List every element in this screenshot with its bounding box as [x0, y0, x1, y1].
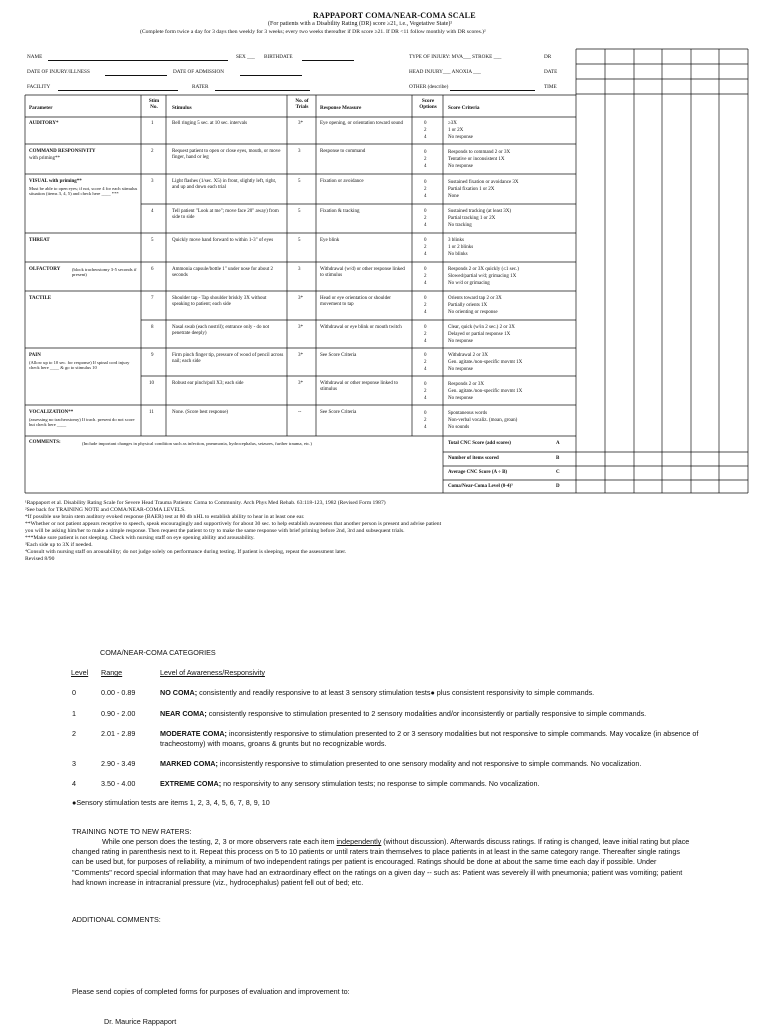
score-criterion: Orients toward tap 2 or 3X — [448, 296, 502, 301]
score-criterion: Responds 2 or 3X — [448, 382, 484, 387]
param-note: with priming** — [29, 156, 60, 161]
stimulus: Robust ear pinch/pull X3; each side — [172, 381, 244, 386]
score-option: 4 — [424, 396, 427, 401]
score-criterion: Slowed/partial w/d; grimacing 1X — [448, 274, 517, 279]
stim-no: 1 — [151, 121, 154, 126]
response-measure: See Score Criteria — [320, 353, 357, 358]
score-criterion: Clear, quick (w/in 2 sec.) 2 or 3X — [448, 325, 515, 330]
param-note: (block tracheostomy 3-5 seconds if present) — [72, 267, 137, 278]
response-measure: Head or eye orientation or shoulder movement to tap — [320, 296, 391, 307]
score-criterion: 1 or 2 blinks — [448, 245, 474, 250]
categories-heading: COMA/NEAR-COMA CATEGORIES — [100, 648, 216, 657]
score-criterion: None — [448, 194, 459, 199]
score-criterion: Spontaneous words — [448, 411, 488, 416]
score-option: 0 — [424, 209, 427, 214]
footnote: **Whether or not patient appears receptive to speech, speak encouragingly and supportively for about 30 sec. to help establish awareness that another person is present and advise patient — [25, 521, 442, 527]
total-key: B — [556, 456, 560, 461]
score-option: 4 — [424, 281, 427, 286]
score-criterion: Sustained tracking (at least 3X) — [448, 209, 512, 214]
score-criterion: Delayed or partial response 1X — [448, 332, 511, 337]
category-desc: consistently and readily responsive to at least 3 sensory stimulation tests● plus consistent responsivity to simple commands. — [199, 688, 595, 697]
training-body-pre: While one person does the testing, 2, 3 or more observers rate each item — [102, 837, 337, 846]
score-criterion: No tracking — [448, 223, 472, 228]
category-level: 1 — [72, 709, 76, 718]
stim-no: 5 — [151, 238, 154, 243]
score-option: 2 — [424, 216, 427, 221]
stimulus: Request patient to open or close eyes, mouth, or move finger, hand or leg — [172, 149, 281, 160]
score-option: 2 — [424, 187, 427, 192]
total-label: Average CNC Score (A ÷ B) — [448, 470, 508, 475]
score-criterion: No orienting or response — [448, 310, 498, 315]
trials: 3* — [298, 121, 303, 126]
col-level: Level — [71, 668, 89, 677]
footnote: Revised 8/90 — [25, 556, 55, 562]
send-copies-text: Please send copies of completed forms for purposes of evaluation and improvement to: — [72, 987, 350, 996]
score-criterion: Responds to command 2 or 3X — [448, 150, 511, 155]
sensory-note: ●Sensory stimulation tests are items 1, 2, 3, 4, 5, 6, 7, 8, 9, 10 — [72, 798, 270, 807]
col-header-parameter: Parameter — [29, 105, 53, 111]
stim-no: 2 — [151, 149, 154, 154]
score-criterion: Withdrawal 2 or 3X — [448, 353, 488, 358]
category-description — [160, 709, 740, 718]
col-header-stim-no: Stim No. — [148, 98, 160, 110]
time-label: TIME — [544, 84, 557, 90]
trials: 5 — [298, 238, 301, 243]
total-label: Coma/Near-Coma Level (0-4)³ — [448, 484, 513, 489]
score-option: 4 — [424, 135, 427, 140]
response-measure: Fixation & tracking — [320, 209, 360, 214]
score-criterion: No response — [448, 135, 473, 140]
score-option: 0 — [424, 238, 427, 243]
birthdate-label: BIRTHDATE — [264, 54, 293, 60]
training-body-emphasis: independently — [336, 837, 382, 846]
total-label: Number of items scored — [448, 456, 499, 461]
category-desc: no responsivity to any sensory stimulation tests; no response to simple commands. No vocalization. — [223, 779, 540, 788]
score-option: 2 — [424, 274, 427, 279]
stim-no: 9 — [151, 353, 154, 358]
score-criterion: Partial tracking 1 or 2X — [448, 216, 496, 221]
form-subtitle-2: (Complete form twice a day for 3 days then weekly for 3 weeks; every two weeks thereafter if DR score ≥21. If DR <11 follow monthly with DR scores.)² — [140, 29, 486, 35]
col-header-score-criteria: Score Criteria — [448, 105, 480, 111]
score-criterion: No response — [448, 367, 473, 372]
footnote: ³Each side up to 3X if needed. — [25, 542, 93, 548]
comments-label: COMMENTS: — [29, 440, 61, 445]
date-label: DATE — [544, 69, 558, 75]
score-option: 2 — [424, 332, 427, 337]
col-header-response: Response Measure — [320, 105, 362, 111]
trials: 3* — [298, 381, 303, 386]
category-name: NO COMA; — [160, 688, 198, 697]
score-criterion: ≥3X — [448, 121, 457, 126]
trials: 3* — [298, 325, 303, 330]
score-option: 0 — [424, 325, 427, 330]
category-description — [160, 779, 720, 788]
col-awareness: Level of Awareness/Responsivity — [160, 668, 265, 677]
score-criterion: Responds 2 or 3X quickly (≤1 sec.) — [448, 267, 519, 272]
rater-label: RATER — [192, 84, 209, 90]
footnote: ¹Rappaport et al. Disability Rating Scale for Severe Head Trauma Patients: Coma to Community. Arch Phys Med Rehab. 63:118-123, 1982 (Revised Form 1987) — [25, 500, 386, 506]
score-option: 4 — [424, 223, 427, 228]
score-option: 0 — [424, 267, 427, 272]
stim-no: 10 — [149, 381, 154, 386]
col-header-stimulus: Stimulus — [172, 105, 192, 111]
trials: 5 — [298, 179, 301, 184]
param-auditory: AUDITORY* — [29, 121, 59, 126]
response-measure: Response to command — [320, 149, 366, 154]
response-measure: Withdrawal (w/d) or other response linked to stimulus — [320, 267, 405, 278]
name-label: NAME — [27, 54, 43, 60]
param-command-responsivity: COMMAND RESPONSIVITY — [29, 149, 96, 154]
date-of-admission-label: DATE OF ADMISSION — [173, 69, 225, 75]
score-criterion: 3 blinks — [448, 238, 464, 243]
response-measure: Eye blink — [320, 238, 340, 243]
category-range: 0.00 - 0.89 — [101, 688, 136, 697]
score-option: 2 — [424, 389, 427, 394]
param-pain: PAIN — [29, 353, 41, 358]
response-measure: Fixation or avoidance — [320, 179, 364, 184]
score-criterion: No response — [448, 396, 473, 401]
total-key: D — [556, 484, 560, 489]
score-criterion: Gen. agitate./non-specific movmt 1X — [448, 360, 523, 365]
stimulus: None. (Score best response) — [172, 410, 229, 415]
category-description — [160, 759, 740, 768]
score-option: 0 — [424, 180, 427, 185]
score-criterion: Gen. agitate./non-specific movmt 1X — [448, 389, 523, 394]
footnote: ⁴Consult with nursing staff on arousability; do not judge solely on performance during testing. If patient is sleeping, repeat the assessment later. — [25, 549, 347, 555]
response-measure: Withdrawal or eye blink or mouth twitch — [320, 325, 402, 330]
score-option: 2 — [424, 245, 427, 250]
footnote: *If possible use brain stem auditory evoked response (BAER) test at 80 db nHL to establish ability to hear in at least one ear. — [25, 514, 305, 520]
date-of-injury-label: DATE OF INJURY/ILLNESS — [27, 69, 90, 75]
stimulus: Firm pinch finger tip, pressure of wood of pencil across nail; each side — [172, 353, 284, 364]
training-heading: TRAINING NOTE TO NEW RATERS: — [72, 827, 192, 836]
footnote: you will be asking him/her to make a simple response. Then request the patient to try to make the same response with brief priming before 2nd, 3rd and subsequent trials. — [25, 528, 405, 534]
col-header-trials: No. of Trials — [295, 98, 309, 110]
footnote: ***Make sure patient is not sleeping. Check with nursing staff on eye opening ability and arousability. — [25, 535, 255, 541]
score-criterion: No response — [448, 164, 473, 169]
score-criterion: 1 or 2X — [448, 128, 464, 133]
stimulus: Shoulder tap - Tap shoulder briskly 3X without speaking to patient; each side — [172, 296, 267, 307]
score-option: 2 — [424, 418, 427, 423]
stimulus: Light flashes (1/sec. X5) in front, slightly left, right, and up and down each trial — [172, 179, 277, 190]
score-criterion: Sustained fixation or avoidance 3X — [448, 180, 519, 185]
footnotes — [25, 500, 745, 563]
training-body — [72, 837, 692, 888]
category-level: 0 — [72, 688, 76, 697]
stimulus: Bell ringing 5 sec. at 10 sec. intervals — [172, 121, 248, 126]
param-olfactory: OLFACTORY — [29, 267, 61, 272]
score-option: 2 — [424, 303, 427, 308]
category-desc: consistently responsive to stimulation presented to 2 sensory modalities and/or inconsistently or partially responsive to simple commands. — [208, 709, 647, 718]
facility-label: FACILITY — [27, 84, 51, 90]
score-criterion: No w/d or grimacing — [448, 281, 490, 286]
category-name: MODERATE COMA; — [160, 729, 227, 738]
category-description — [160, 688, 720, 697]
stim-no: 3 — [151, 179, 154, 184]
score-option: 4 — [424, 367, 427, 372]
stim-no: 8 — [151, 325, 154, 330]
category-level: 4 — [72, 779, 76, 788]
response-measure: Withdrawal or other response linked to stimulus — [320, 381, 398, 392]
score-criterion: Non-verbal vocaliz. (moan, groan) — [448, 418, 518, 423]
category-range: 3.50 - 4.00 — [101, 779, 136, 788]
score-option: 4 — [424, 194, 427, 199]
additional-comments-label: ADDITIONAL COMMENTS: — [72, 915, 161, 924]
param-tactile: TACTILE — [29, 296, 52, 301]
category-range: 0.90 - 2.00 — [101, 709, 136, 718]
score-option: 4 — [424, 425, 427, 430]
col-range: Range — [101, 668, 123, 677]
trials: 3* — [298, 296, 303, 301]
score-option: 0 — [424, 121, 427, 126]
trials: -- — [298, 410, 302, 415]
dr-label: DR — [544, 54, 552, 60]
category-level: 3 — [72, 759, 76, 768]
stim-no: 7 — [151, 296, 154, 301]
score-option: 4 — [424, 164, 427, 169]
footnote: ²See back for TRAINING NOTE and COMA/NEAR-COMA LEVELS. — [25, 507, 186, 513]
category-desc: inconsistently responsive to stimulation presented to 2 or 3 sensory modalities but not responsive to simple commands. May vocalize (in absence of tracheostomy) with moans, groans & grunts but no recognizable words. — [160, 729, 699, 748]
stimulus: Tell patient "Look at me"; move face 20" away) from side to side — [172, 209, 279, 220]
score-option: 4 — [424, 252, 427, 257]
additional-comments-field[interactable] — [72, 928, 692, 978]
param-threat: THREAT — [29, 238, 50, 243]
score-option: 0 — [424, 353, 427, 358]
stim-no: 6 — [151, 267, 154, 272]
head-injury-label: HEAD INJURY___ ANOXIA ___ — [409, 69, 481, 75]
sex-label: SEX ___ — [236, 54, 255, 60]
comments-note: (Include important changes in physical condition such as infection, pneumonia, hydrocephalus, seizures, further trauma, etc.) — [82, 441, 312, 446]
stim-no: 11 — [149, 410, 154, 415]
response-measure: See Score Criteria — [320, 410, 357, 415]
param-vocalization: VOCALIZATION** — [29, 410, 74, 415]
category-description — [160, 729, 720, 749]
category-name: EXTREME COMA; — [160, 779, 222, 788]
param-note: (Allow up to 10 sec. for response) If spinal cord injury check here ____ & go to stimulus 10 — [29, 360, 130, 371]
trials: 3* — [298, 353, 303, 358]
score-option: 0 — [424, 150, 427, 155]
form-title: RAPPAPORT COMA/NEAR-COMA SCALE — [313, 11, 476, 20]
category-level: 2 — [72, 729, 76, 738]
total-label: Total CNC Score (add scores) — [448, 441, 511, 446]
response-measure: Eye opening, or orientation toward sound — [320, 121, 404, 126]
type-of-injury-label: TYPE OF INJURY: MVA___ STROKE ___ — [409, 54, 502, 60]
stimulus: Nasal swab (each nostril); entrance only - do not penetrate deeply) — [172, 325, 270, 336]
trials: 3 — [298, 149, 301, 154]
score-criterion: No sounds — [448, 425, 470, 430]
category-desc: inconsistently responsive to stimulation presented to one sensory modality and not responsive to simple commands. No vocalization. — [219, 759, 642, 768]
stimulus: Ammonia capsule/bottle 1" under nose for about 2 seconds — [172, 267, 274, 278]
score-criterion: Partial fixation 1 or 2X — [448, 187, 495, 192]
contact-name: Dr. Maurice Rappaport — [104, 1017, 177, 1026]
score-option: 2 — [424, 360, 427, 365]
category-range: 2.90 - 3.49 — [101, 759, 136, 768]
category-name: NEAR COMA; — [160, 709, 207, 718]
total-key: C — [556, 470, 560, 475]
score-criterion: Tentative or inconsistent 1X — [448, 157, 505, 162]
score-criterion: No blinks — [448, 252, 468, 257]
stim-no: 4 — [151, 209, 154, 214]
param-note: Must be able to open eyes; if not, score 4 for each stimulus situation (items 3, 4, 5) and check here ____ *** — [29, 186, 138, 197]
trials: 3 — [298, 267, 301, 272]
score-option: 4 — [424, 310, 427, 315]
other-label: OTHER (describe) — [409, 84, 449, 90]
category-range: 2.01 - 2.89 — [101, 729, 136, 738]
score-criterion: No response — [448, 339, 473, 344]
score-option: 0 — [424, 296, 427, 301]
total-key: A — [556, 441, 560, 446]
comments-field[interactable] — [26, 448, 442, 492]
score-criterion: Partially orients 1X — [448, 303, 488, 308]
param-note: (assessing no tracheostomy) If trach. present do not score but check here ____ — [29, 417, 135, 428]
training-body-post: (without discussion). Afterwards discuss ratings. If rating is changed, leave initial rating but place changed rating in parenthesis next to it. Repeat this process on 5 to 10 patients or until raters train themselves to place patients in at least in the same category range. Thereafter single ratings can be used but, for purposes of reliability, a minimum of two independent ratings per patient is encouraged. Ratings should be done at about the same time each day if possible. Under "Comments" record special information that may have had an extraordinary effect on the ratings on a given day -- such as: Patient was severely ill with pneumonia; patient was vomiting; patient had known increase in intracranial pressure (viz., hydrocephalus) patient fell out of bed; etc. — [72, 837, 690, 887]
param-visual: VISUAL with priming** — [29, 179, 82, 184]
score-option: 4 — [424, 339, 427, 344]
form-subtitle-1: (For patients with a Disability Rating (DR) score ≥21, i.e., Vegetative State)¹ — [268, 21, 453, 27]
score-option: 0 — [424, 411, 427, 416]
col-header-score-options: Score Options — [419, 98, 437, 110]
score-option: 2 — [424, 128, 427, 133]
trials: 5 — [298, 209, 301, 214]
category-name: MARKED COMA; — [160, 759, 218, 768]
stimulus: Quickly move hand forward to within 1-3" of eyes — [172, 238, 274, 243]
score-option: 0 — [424, 382, 427, 387]
score-option: 2 — [424, 157, 427, 162]
